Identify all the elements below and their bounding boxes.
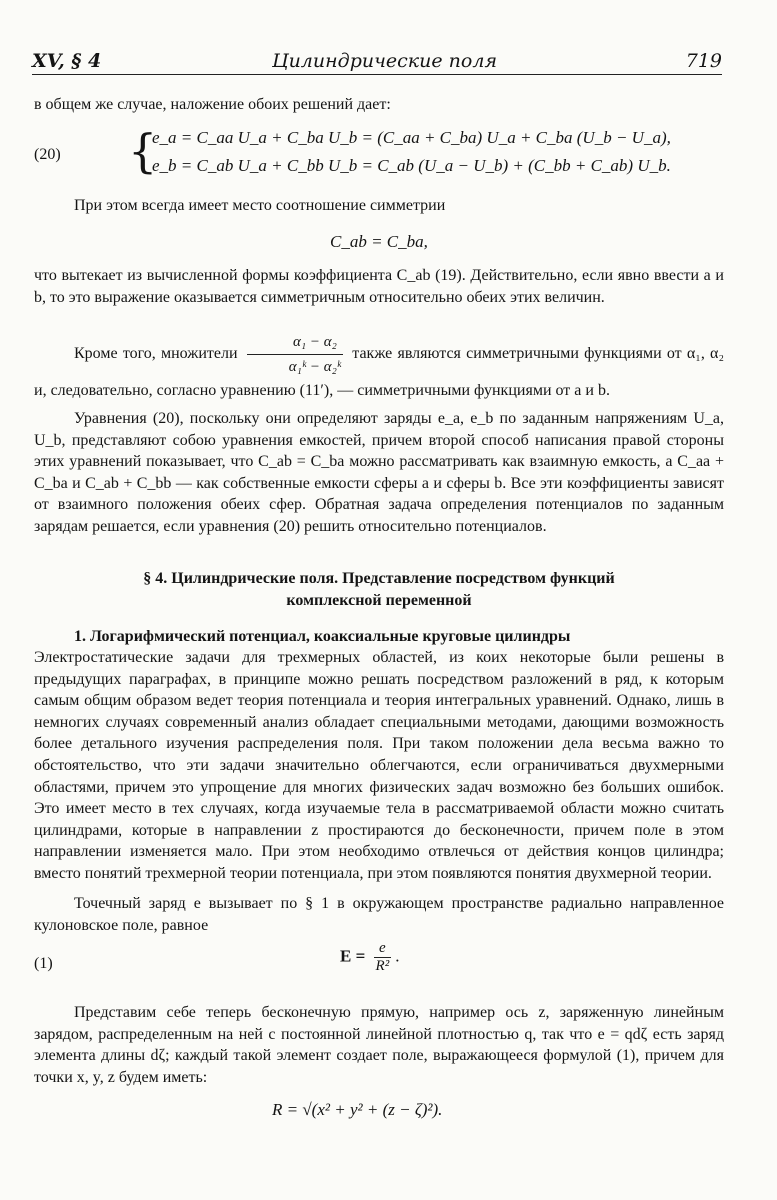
eq1-lhs: E = <box>340 946 366 966</box>
section-title-line1: § 4. Цилиндрические поля. Представление посредством функций <box>143 570 615 587</box>
subsection-title: 1. Логарифмический потенциал, коаксиальные круговые цилиндры <box>74 628 571 645</box>
paragraph-point-charge: Точечный заряд e вызывает по § 1 в окружающем пространстве радиально направленное кулоновское поле, равное <box>34 895 724 934</box>
page-number: 719 <box>685 50 722 72</box>
factor-fraction <box>247 330 343 379</box>
brace-icon: { <box>128 124 158 178</box>
paragraph-follows: что вытекает из вычисленной формы коэффициента C_ab (19). Действительно, если явно ввести a и b, то это выражение оказывается симметричным относительно обеих этих величин. <box>34 267 724 306</box>
intro-text: в общем же случае, наложение обоих решений дает: <box>34 96 391 113</box>
header-rule <box>32 74 722 75</box>
eq1-fraction <box>374 940 392 975</box>
factors-before: Кроме того, множители <box>74 345 238 363</box>
running-title: Цилиндрические поля <box>272 50 498 72</box>
chapter-section: XV, § 4 <box>32 50 102 72</box>
eq1-denominator: R² <box>375 958 390 974</box>
paragraph-factors <box>34 330 724 403</box>
eq20-line2: e_b = C_ab U_a + C_bb U_b = C_ab (U_a − U_b) + (C_bb + C_ab) U_b. <box>152 156 671 175</box>
symmetry-text: При этом всегда имеет место соотношение симметрии <box>74 197 446 214</box>
eq20-line1: e_a = C_aa U_a + C_ba U_b = (C_aa + C_ba) U_a + C_ba (U_b − U_a), <box>152 128 671 147</box>
eq1-numerator: e <box>374 940 392 958</box>
eq1 <box>340 940 399 975</box>
eq20-label: (20) <box>34 146 61 163</box>
page-header <box>32 40 722 74</box>
section-title-line2: комплексной переменной <box>286 592 472 609</box>
equation-R: R = √(x² + y² + (z − ζ)²). <box>272 1100 443 1119</box>
factor-denominator: α₁ᵏ − α₂ᵏ <box>288 359 342 375</box>
factor-numerator: α₁ − α₂ <box>247 330 343 355</box>
eq1-tail: . <box>395 946 400 966</box>
factors-after: также являются симметричными функциями от α₁, α₂ и, следовательно, согласно уравнению (11′), — симметричными функциями от a и b. <box>34 345 725 399</box>
paragraph-line-charge: Представим себе теперь бесконечную прямую, например ось z, заряженную линейным зарядом, распределенным на ней с постоянной линейной плотностью q, так что e = qdζ есть заряд элемента длины dζ; каждый такой элемент создает поле, выражающееся формулой (1), причем для точки x, y, z будем иметь: <box>34 1004 724 1086</box>
paragraph-main: Электростатические задачи для трехмерных областей, из коих некоторые были решены в предыдущих параграфах, в принципе можно решать посредством разложений в ряд, к которым самым общим образом ведет теория потенциала и теория интегральных уравнений. Однако, лишь в немногих случаях современный анализ обладает специальными методами, дающими возможность более детального изучения распределения поля. При таком положении дела весьма важно то обстоятельство, что эти задачи значительно облегчаются, если ограничиваться двухмерными областями, причем это упрощение для многих физических задач возможно без больших ошибок. Это имеет место в тех случаях, когда изучаемые тела в рассматриваемой области можно считать цилиндрами, которые в направлении z простираются до бесконечности, причем поле в этом направлении изменяется мало. При этом необходимо отвлечься от действия концов цилиндра; вместо понятий трехмерной теории потенциала, при этом появляются понятия двухмерной теории. <box>34 649 724 882</box>
paragraph-eq20: Уравнения (20), поскольку они определяют заряды e_a, e_b по заданным напряжениям U_a, U_b, представляют собою уравнения емкостей, причем второй способ написания правой стороны этих уравнений показывает, что C_ab = C_ba можно рассматривать как взаимную емкость, а C_aa + C_ba и C_ab + C_bb — как собственные емкости сферы a и сферы b. Все эти коэффициенты зависят от взаимного положения обеих сфер. Обратная задача определения потенциалов по заданным зарядам решается, если уравнения (20) решить относительно потенциалов. <box>34 410 724 535</box>
eq1-label: (1) <box>34 955 53 972</box>
symmetry-equation: C_ab = C_ba, <box>330 232 428 251</box>
